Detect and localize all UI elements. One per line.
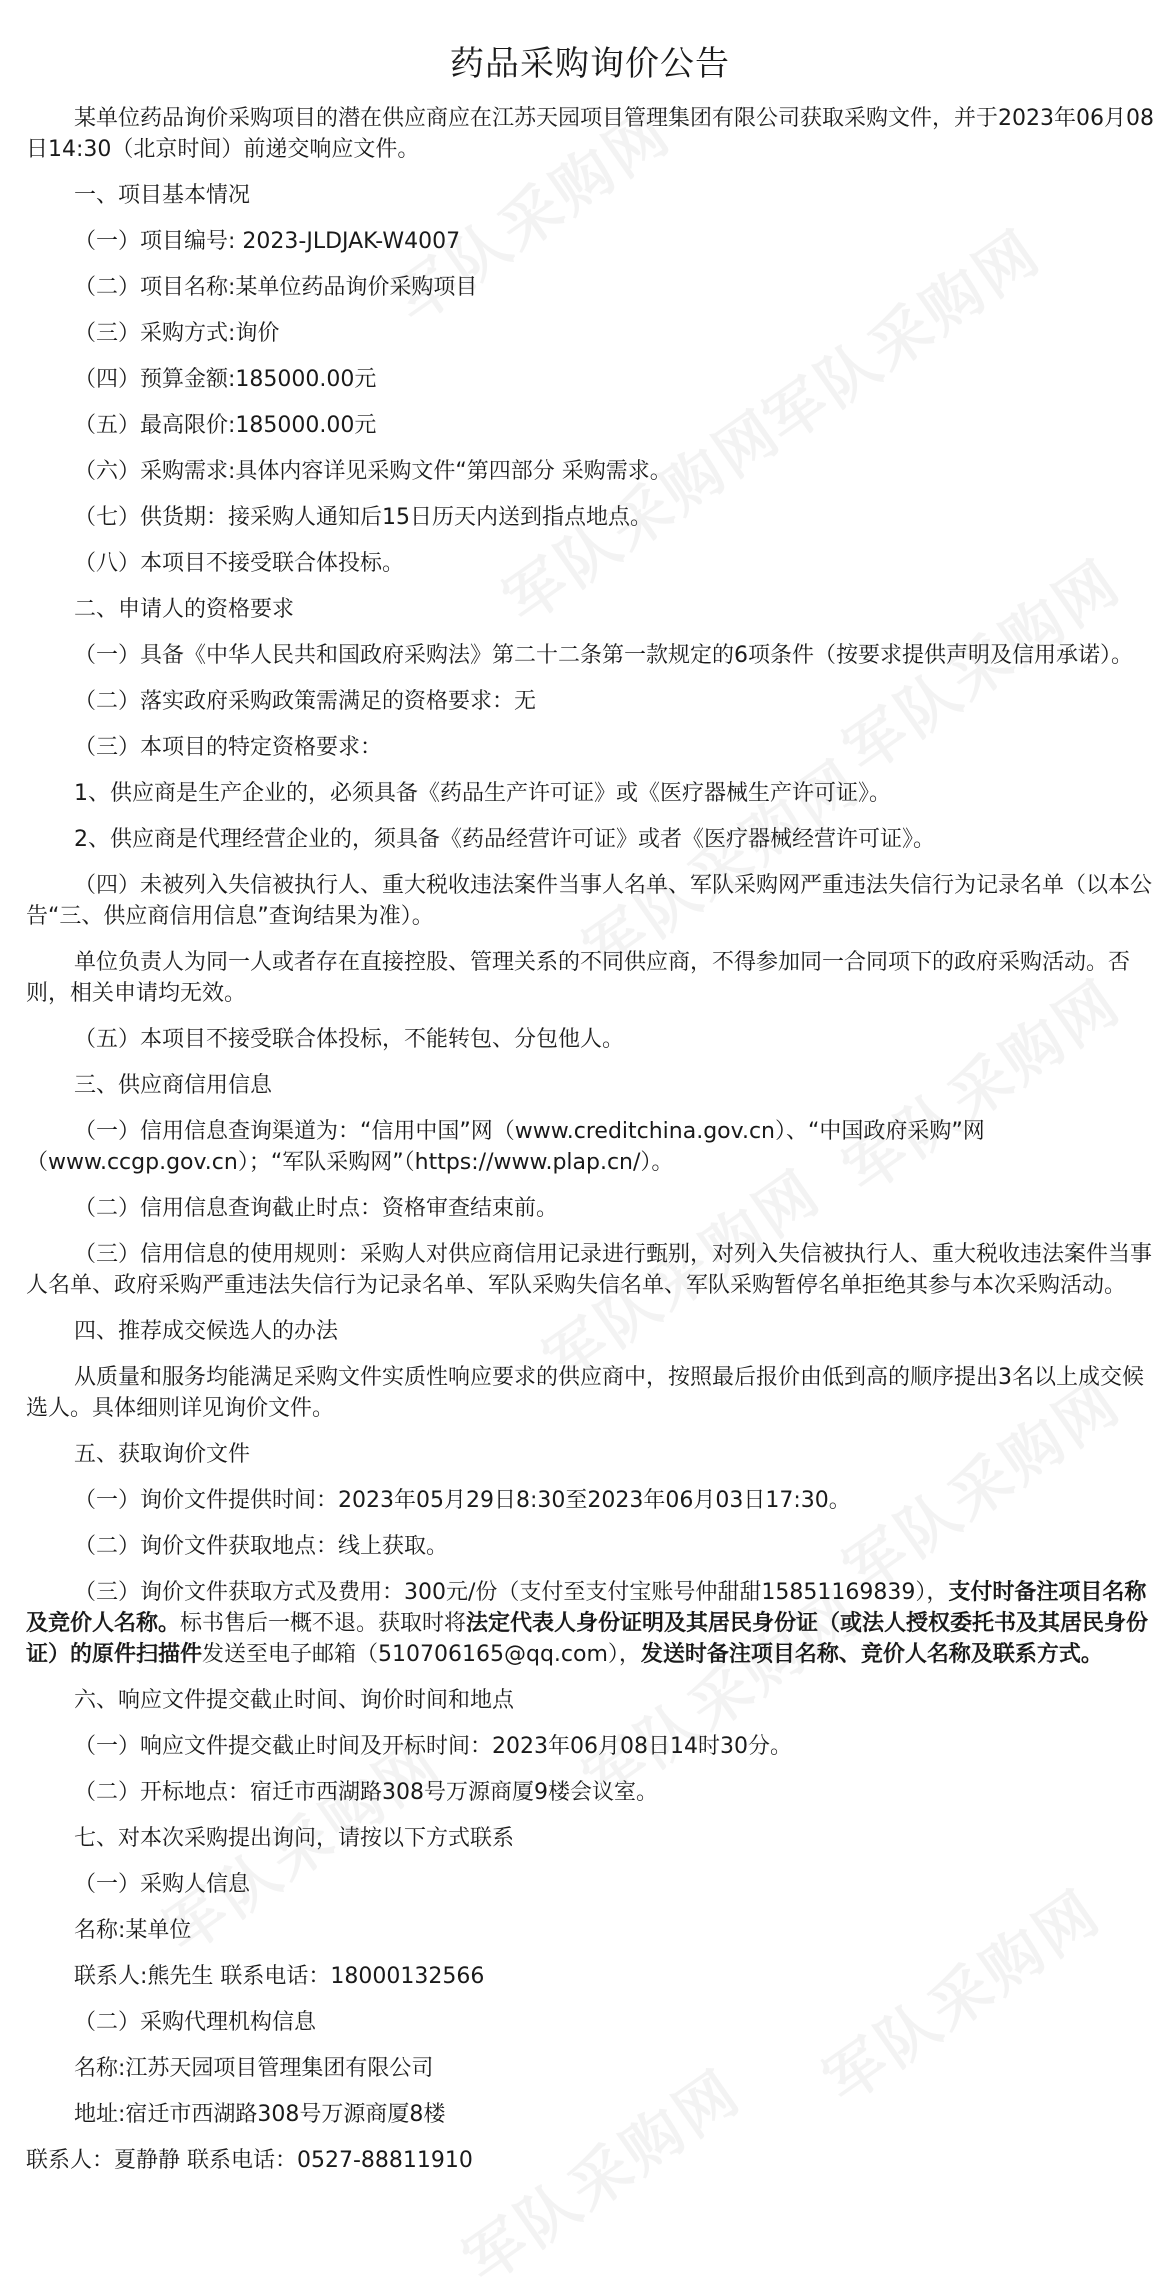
paragraph: （三）信用信息的使用规则：采购人对供应商信用记录进行甄别，对列入失信被执行人、重大税收违法案件当事人名单、政府采购严重违法失信行为记录名单、军队采购失信名单、军队采购暂停名单拒绝其参与本次采购活动。 [26, 1242, 1153, 1298]
paragraph: 从质量和服务均能满足采购文件实质性响应要求的供应商中，按照最后报价由低到高的顺序提出3名以上成交候选人。具体细则详见询价文件。 [26, 1365, 1145, 1421]
section-heading: 六、响应文件提交截止时间、询价时间和地点 [74, 1688, 515, 1713]
paragraph: （二）落实政府采购政策需满足的资格要求：无 [74, 689, 537, 714]
paragraph: （五）本项目不接受联合体投标，不能转包、分包他人。 [74, 1027, 625, 1052]
buyer-name: 名称:某单位 [74, 1918, 192, 1943]
buyer-contact: 联系人:熊先生 联系电话：18000132566 [74, 1964, 485, 1989]
paragraph: （二）开标地点：宿迁市西湖路308号万源商厦9楼会议室。 [74, 1780, 658, 1805]
fee-paragraph [26, 1577, 1154, 1670]
project-item: （六）采购需求:具体内容详见采购文件“第四部分 采购需求。 [74, 459, 672, 484]
project-item: （二）项目名称:某单位药品询价采购项目 [74, 275, 478, 300]
section-heading: 五、获取询价文件 [74, 1442, 251, 1467]
agency-name: 名称:江苏天园项目管理集团有限公司 [74, 2056, 434, 2081]
fee-emphasis: 发送时备注项目名称、竞价人名称及联系方式。 [640, 1642, 1103, 1667]
subsection-heading: （一）采购人信息 [74, 1872, 251, 1897]
paragraph: 1、供应商是生产企业的，必须具备《药品生产许可证》或《医疗器械生产许可证》。 [74, 781, 891, 806]
project-item: （五）最高限价:185000.00元 [74, 413, 377, 438]
fee-text: 发送至电子邮箱（510706165@qq.com）， [202, 1642, 641, 1667]
fee-emphasis: 法定代表人身份证明及其居民身份证（或法人授权委托书及其居民身份证）的原件扫描件 [26, 1611, 1149, 1667]
project-item: （七）供货期：接采购人通知后15日历天内送到指点地点。 [74, 505, 652, 530]
paragraph: 单位负责人为同一人或者存在直接控股、管理关系的不同供应商，不得参加同一合同项下的政府采购活动。否则，相关申请均无效。 [26, 950, 1131, 1006]
document-title: 药品采购询价公告 [450, 44, 730, 84]
paragraph: （二）询价文件获取地点：线上获取。 [74, 1534, 449, 1559]
paragraph: （一）具备《中华人民共和国政府采购法》第二十二条第一款规定的6项条件（按要求提供声明及信用承诺）。 [74, 643, 1134, 668]
project-item: （一）项目编号: 2023-JLDJAK-W4007 [74, 229, 461, 254]
section-heading: 四、推荐成交候选人的办法 [74, 1319, 339, 1344]
fee-text: （三）询价文件获取方式及费用：300元/份（支付至支付宝账号仲甜甜15851169839）， [74, 1580, 949, 1605]
subsection-heading: （二）采购代理机构信息 [74, 2010, 317, 2035]
fee-emphasis: 支付时备注项目名称及竞价人名称。 [26, 1580, 1147, 1636]
intro-paragraph: 某单位药品询价采购项目的潜在供应商应在江苏天园项目管理集团有限公司获取采购文件，并于2023年06月08日14:30（北京时间）前递交响应文件。 [26, 106, 1154, 162]
paragraph: （四）未被列入失信被执行人、重大税收违法案件当事人名单、军队采购网严重违法失信行为记录名单（以本公告“三、供应商信用信息”查询结果为准）。 [26, 873, 1153, 929]
paragraph: （一）信用信息查询渠道为：“信用中国”网（www.creditchina.gov.cn）、“中国政府采购”网（www.ccgp.gov.cn）；“军队采购网”（https://www.plap.cn/）。 [26, 1119, 985, 1175]
section-heading: 二、申请人的资格要求 [74, 597, 295, 622]
paragraph: 2、供应商是代理经营企业的，须具备《药品经营许可证》或者《医疗器械经营许可证》。 [74, 827, 936, 852]
section-heading: 三、供应商信用信息 [74, 1073, 273, 1098]
project-item: （八）本项目不接受联合体投标。 [74, 551, 405, 576]
section-heading: 七、对本次采购提出询问，请按以下方式联系 [74, 1826, 515, 1851]
paragraph: （二）信用信息查询截止时点：资格审查结束前。 [74, 1196, 559, 1221]
paragraph: （一）响应文件提交截止时间及开标时间：2023年06月08日14时30分。 [74, 1734, 792, 1759]
project-item: （四）预算金额:185000.00元 [74, 367, 377, 392]
project-item: （三）采购方式:询价 [74, 321, 280, 346]
fee-text: 标书售后一概不退。获取时将 [180, 1611, 467, 1636]
agency-contact: 联系人：夏静静 联系电话：0527-88811910 [26, 2148, 473, 2173]
agency-address: 地址:宿迁市西湖路308号万源商厦8楼 [74, 2102, 446, 2127]
paragraph: （三）本项目的特定资格要求： [74, 735, 383, 760]
section-heading: 一、项目基本情况 [74, 183, 251, 208]
paragraph: （一）询价文件提供时间：2023年05月29日8:30至2023年06月03日17:30。 [74, 1488, 851, 1513]
